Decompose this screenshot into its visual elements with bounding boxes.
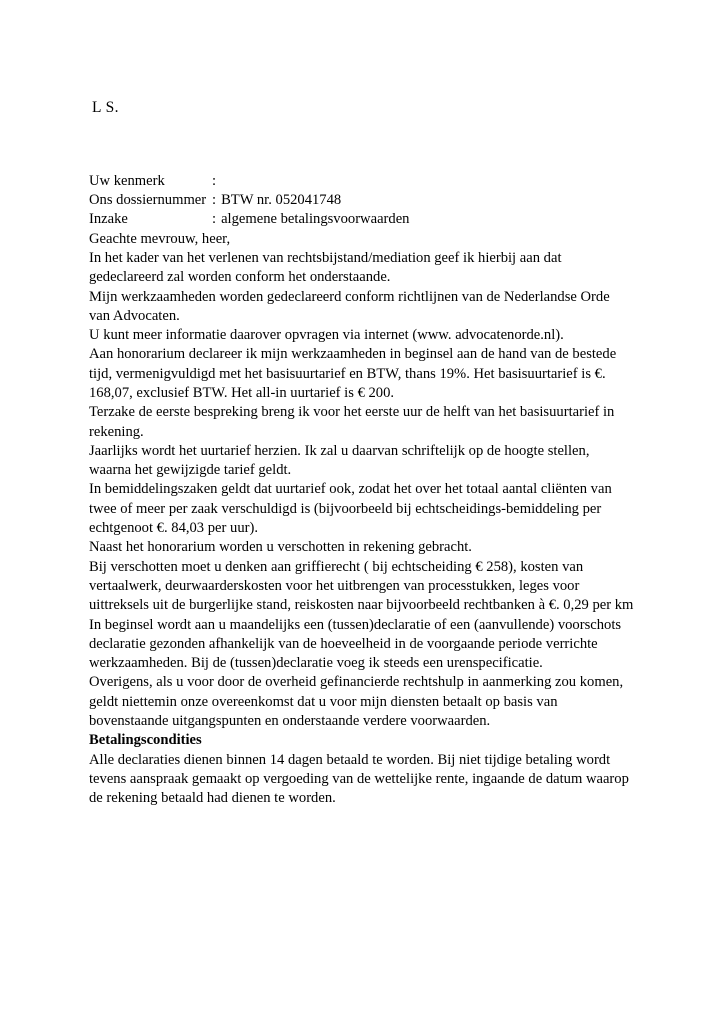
reference-label: Inzake bbox=[89, 211, 128, 228]
reference-row-ons-dossiernummer bbox=[89, 191, 634, 210]
greeting-line: Geachte mevrouw, heer, bbox=[89, 230, 231, 247]
paragraph-betalingscondities: Alle declaraties dienen binnen 14 dagen betaald te worden. Bij niet tijdige betaling wordt tevens aanspraak gemaakt op vergoeding van de wettelijke rente, ingaande de datum waarop de rekening betaald had dienen te worden. bbox=[89, 751, 629, 807]
reference-row-inzake bbox=[89, 210, 634, 229]
paragraph-intro: In het kader van het verlenen van rechtsbijstand/mediation geef ik hierbij aan dat gedeclareerd zal worden conform het onderstaande. bbox=[89, 249, 562, 286]
reference-block bbox=[89, 172, 634, 230]
salutation-header: L S. bbox=[92, 99, 119, 116]
reference-value bbox=[221, 172, 634, 191]
paragraph-honorarium: Aan honorarium declareer ik mijn werkzaamheden in beginsel aan de hand van de bestede tijd, vermenigvuldigd met het basisuurtarief en BTW, thans 19%. Het basisuurtarief is €. 168,07, exclusief BTW. Het all-in uurtarief is € 200. Terzake de eerste bespreking breng ik voor het eerste uur de helft van het basisuurtarief in rekening. bbox=[89, 346, 617, 440]
paragraph-jaarlijkse-herziening: Jaarlijks wordt het uurtarief herzien. Ik zal u daarvan schriftelijk op de hoogte stellen, waarna het gewijzigde tarief geldt. In bemiddelingszaken geldt dat uurtarief ook, zodat het over het totaal aantal cliënten van twee of meer per zaak verschuldigd is (bijvoorbeeld bij echtscheidings-bemiddeling per echtgenoot €. 84,03 per uur). bbox=[89, 442, 612, 537]
document-body bbox=[89, 98, 634, 809]
reference-separator: : bbox=[212, 211, 217, 228]
reference-value: algemene betalingsvoorwaarden bbox=[221, 211, 410, 228]
paragraph-orde-van-advocaten: Mijn werkzaamheden worden gedeclareerd conform richtlijnen van de Nederlandse Orde van Advocaten. U kunt meer informatie daarover opvragen via internet (www. advocatenorde.nl). bbox=[89, 288, 610, 344]
paragraph-gefinancierde-rechtshulp: Overigens, als u voor door de overheid gefinancierde rechtshulp in aanmerking zou komen, geldt niettemin onze overeenkomst dat u voor mijn diensten betaalt op basis van bovenstaande uitgangspunten en onderstaande verdere voorwaarden. bbox=[89, 674, 624, 730]
section-heading-betalingscondities: Betalingscondities bbox=[89, 732, 202, 749]
reference-value: BTW nr. 052041748 bbox=[221, 192, 342, 209]
paragraph-verschotten: Naast het honorarium worden u verschotten in rekening gebracht. Bij verschotten moet u denken aan griffierecht ( bij echtscheiding € 258), kosten van vertaalwerk, deurwaarderskosten voor het uitbrengen van processtukken, leges voor uittreksels uit de burgerlijke stand, reiskosten naar bijvoorbeeld rechtbanken à €. 0,29 per km In beginsel wordt aan u maandelijks een (tussen)declaratie of een (aanvullende) voorschots declaratie gezonden afhankelijk van de hoeveelheid in de voorgaande periode verrichte werkzaamheden. Bij de (tussen)declaratie voeg ik steeds een urenspecificatie. bbox=[89, 539, 634, 672]
reference-separator: : bbox=[212, 192, 217, 209]
reference-label: Ons dossiernummer bbox=[89, 192, 207, 209]
reference-label: Uw kenmerk bbox=[89, 173, 165, 189]
reference-separator: : bbox=[212, 173, 217, 189]
reference-row-uw-kenmerk bbox=[89, 172, 634, 191]
